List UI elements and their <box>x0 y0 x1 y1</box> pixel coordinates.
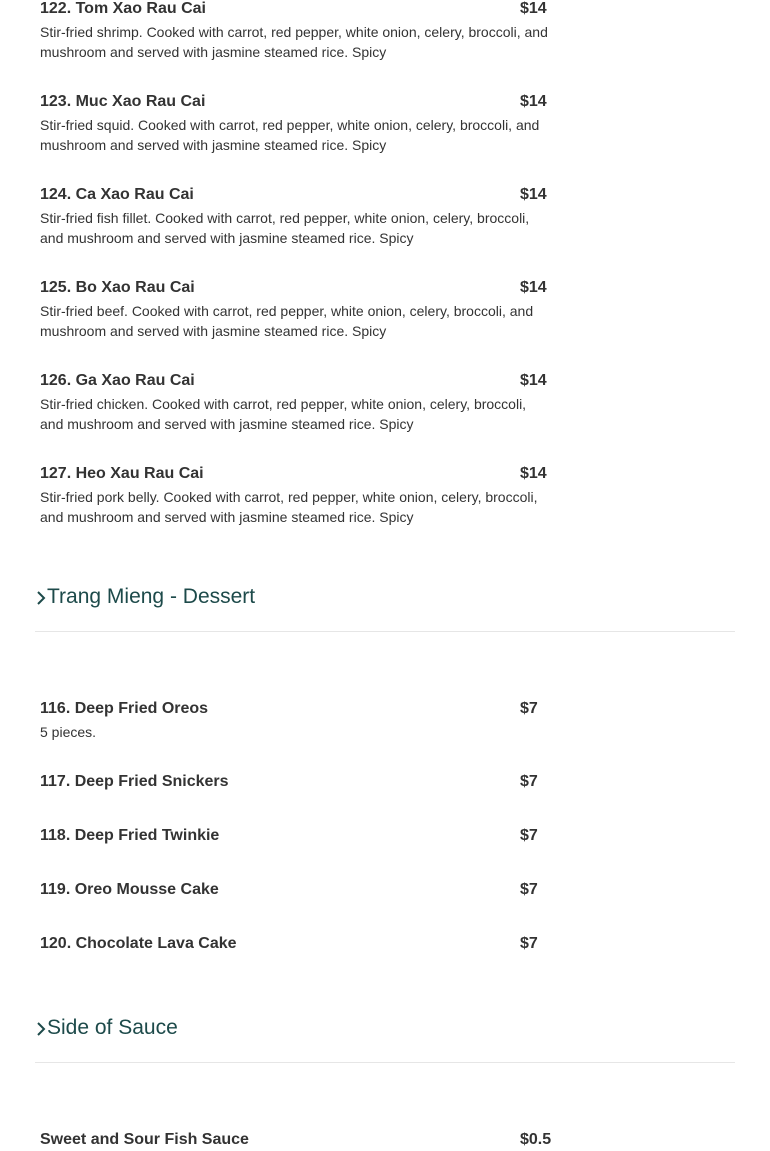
item-description: Stir-fried chicken. Cooked with carrot, red pepper, white onion, celery, broccoli, and mushroom and served with jasmine steamed rice. Spicy <box>40 396 527 432</box>
item-description: Stir-fried beef. Cooked with carrot, red pepper, white onion, celery, broccoli, and mushroom and served with jasmine steamed rice. Spicy <box>40 303 534 339</box>
item-price: $7 <box>520 700 538 717</box>
item-name: 118. Deep Fried Twinkie <box>40 827 220 844</box>
item-price: $14 <box>520 465 547 482</box>
item-name: 117. Deep Fried Snickers <box>40 773 229 790</box>
menu-item[interactable] <box>40 935 550 955</box>
item-name: 124. Ca Xao Rau Cai <box>40 186 194 203</box>
item-price: $7 <box>520 935 538 952</box>
item-price: $14 <box>520 186 547 203</box>
section-header-side-of-sauce[interactable] <box>35 1016 735 1063</box>
menu-item[interactable] <box>40 881 550 901</box>
menu-item[interactable] <box>40 93 550 155</box>
item-description: 5 pieces. <box>40 724 97 740</box>
item-price: $14 <box>520 372 547 389</box>
item-description: Stir-fried pork belly. Cooked with carrot, red pepper, white onion, celery, broccoli, and mushroom and served with jasmine steamed rice. Spicy <box>40 489 538 525</box>
chevron-right-icon <box>35 590 47 606</box>
item-price: $0.5 <box>520 1131 552 1148</box>
item-name: 122. Tom Xao Rau Cai <box>40 0 206 17</box>
item-description: Stir-fried shrimp. Cooked with carrot, red pepper, white onion, celery, broccoli, and mushroom and served with jasmine steamed rice. Spicy <box>40 24 548 60</box>
item-name: 116. Deep Fried Oreos <box>40 700 209 717</box>
item-description: Stir-fried squid. Cooked with carrot, red pepper, white onion, celery, broccoli, and mushroom and served with jasmine steamed rice. Spicy <box>40 117 540 153</box>
item-name: 126. Ga Xao Rau Cai <box>40 372 195 389</box>
item-name: 123. Muc Xao Rau Cai <box>40 93 206 110</box>
item-price: $14 <box>520 279 547 296</box>
menu-item[interactable] <box>40 0 550 62</box>
section-header-dessert[interactable] <box>35 585 735 632</box>
chevron-right-icon <box>35 1021 47 1037</box>
item-price: $14 <box>520 93 547 110</box>
item-price: $14 <box>520 0 547 17</box>
item-price: $7 <box>520 773 538 790</box>
menu-item[interactable] <box>40 186 550 248</box>
menu-item[interactable] <box>40 279 550 341</box>
menu-item[interactable] <box>40 465 550 527</box>
item-name: 119. Oreo Mousse Cake <box>40 881 219 898</box>
menu-item[interactable] <box>40 827 550 847</box>
item-name: 127. Heo Xau Rau Cai <box>40 465 204 482</box>
section-title[interactable]: Trang Mieng - Dessert <box>47 585 256 608</box>
item-name: Sweet and Sour Fish Sauce <box>40 1131 249 1148</box>
section-title[interactable]: Side of Sauce <box>47 1016 178 1039</box>
menu-item[interactable] <box>40 1131 550 1151</box>
item-description: Stir-fried fish fillet. Cooked with carrot, red pepper, white onion, celery, broccoli, and mushroom and served with jasmine steamed rice. Spicy <box>40 210 530 246</box>
item-name: 120. Chocolate Lava Cake <box>40 935 237 952</box>
menu-item[interactable] <box>40 773 550 793</box>
menu-item[interactable] <box>40 372 550 434</box>
menu-item[interactable] <box>40 700 550 742</box>
item-name: 125. Bo Xao Rau Cai <box>40 279 195 296</box>
item-price: $7 <box>520 881 538 898</box>
item-price: $7 <box>520 827 538 844</box>
